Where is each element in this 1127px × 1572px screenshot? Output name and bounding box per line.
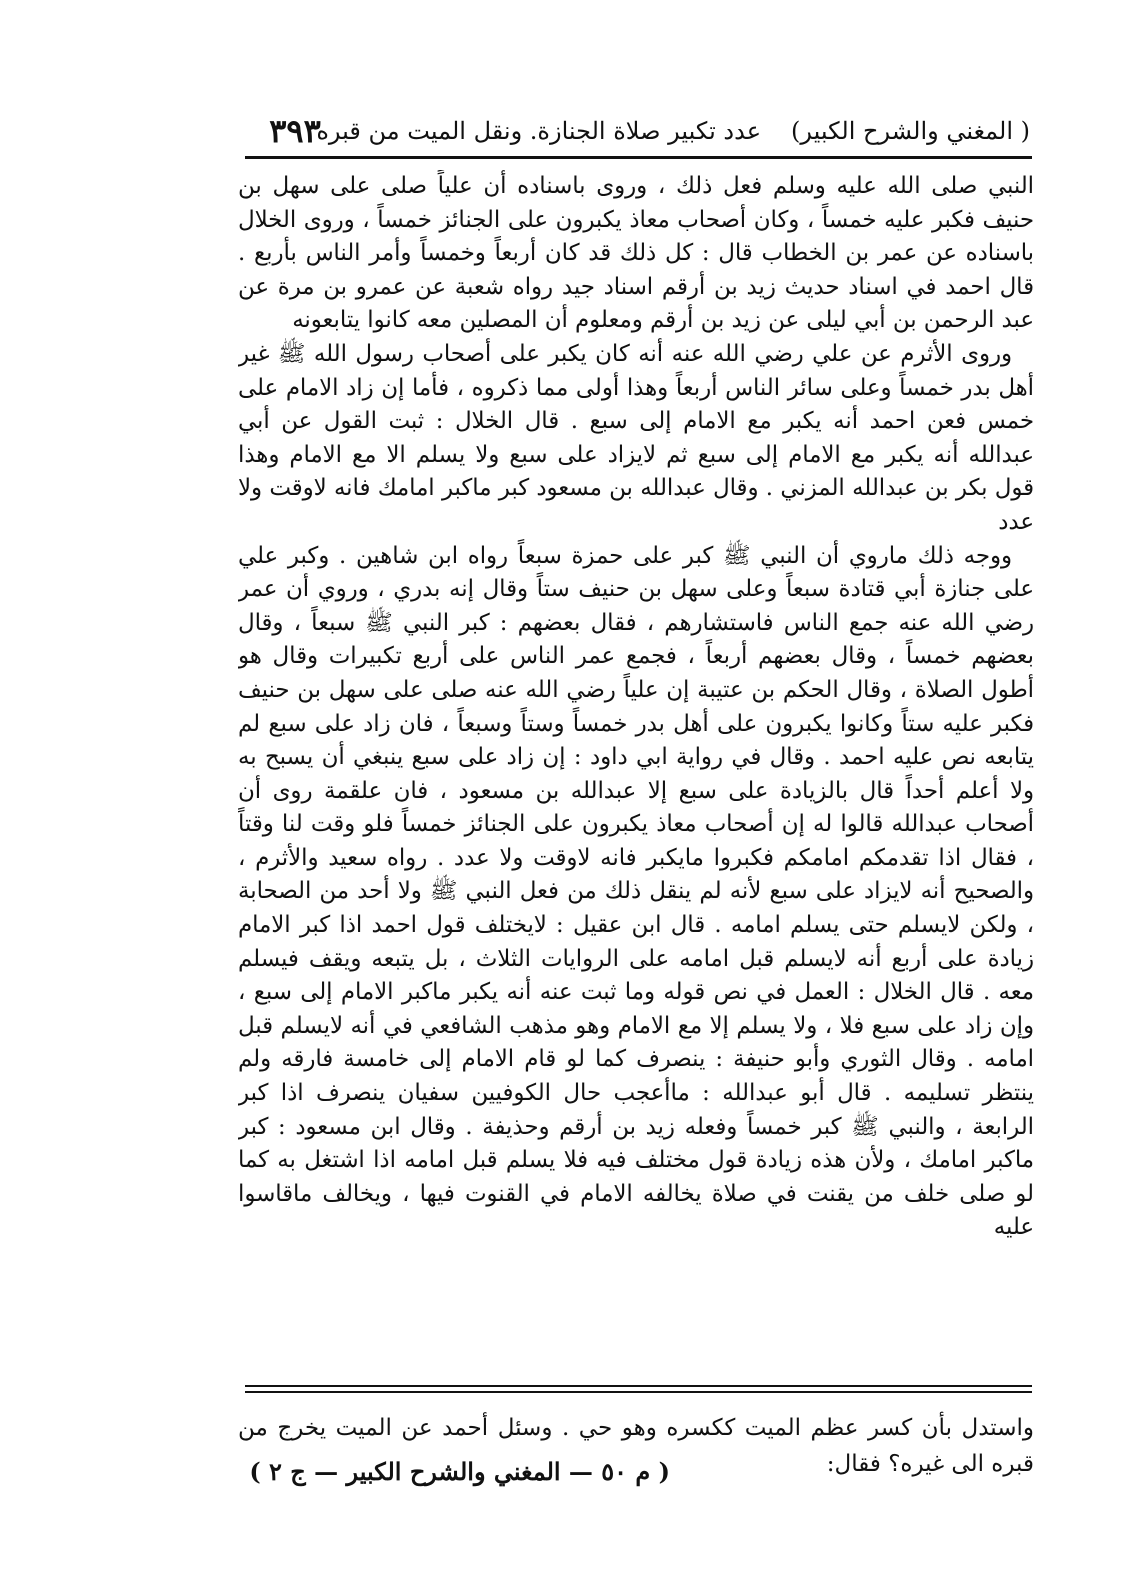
paragraph: ووجه ذلك ماروي أن النبي ﷺ كبر على حمزة سبعاً رواه ابن شاهين . وكبر علي على جنازة أبي قتادة سبعاً وعلى سهل بن حنيف ستاً وقال إنه بدري ، وروي أن عمر رضي الله عنه جمع الناس فاستشارهم ، فقال بعضهم : كبر النبي ﷺ سبعاً ، وقال بعضهم خمساً ، وقال بعضهم أربعاً ، فجمع عمر الناس على أربع تكبيرات وقال هو أطول الصلاة ، وقال الحكم بن عتيبة إن علياً رضي الله عنه صلى على سهل بن حنيف فكبر عليه ستاً وكانوا يكبرون على أهل بدر خمساً وستاً وسبعاً ، فان زاد على سبع لم يتابعه نص عليه احمد . وقال في رواية ابي داود : إن زاد على سبع ينبغي أن يسبح به ولا أعلم أحداً قال بالزيادة على سبع إلا عبدالله بن مسعود ، فان علقمة روى أن أصحاب عبدالله قالوا له إن أصحاب معاذ يكبرون على الجنائز خمساً فلو وقت لنا وقتاً ، فقال اذا تقدمكم امامكم فكبروا مايكبر فانه لاوقت ولا عدد . رواه سعيد والأثرم ، والصحيح أنه لايزاد على سبع لأنه لم ينقل ذلك من فعل النبي ﷺ ولا أحد من الصحابة ، ولكن لايسلم حتى يسلم امامه . قال ابن عقيل : لايختلف قول احمد اذا كبر الامام زيادة على أربع أنه لايسلم قبل امامه على الروايات الثلاث ، بل يتبعه ويقف فيسلم معه . قال الخلال : العمل في نص قوله وما ثبت عنه أنه يكبر ماكبر الامام إلى سبع ، وإن زاد على سبع فلا ، ولا يسلم إلا مع الامام وهو مذهب الشافعي في أنه لايسلم قبل امامه . وقال الثوري وأبو حنيفة : ينصرف كما لو قام الامام إلى خامسة فارقه ولم ينتظر تسليمه . قال أبو عبدالله : ماأعجب حال الكوفيين سفيان ينصرف اذا كبر الرابعة ، والنبي ﷺ كبر خمساً وفعله زيد بن أرقم وحذيفة . وقال ابن مسعود : كبر ماكبر امامك ، ولأن هذه زيادة قول مختلف فيه فلا يسلم قبل امامه اذا اشتغل به كما لو صلى خلف من يقنت في صلاة يخالفه الامام في القنوت فيها ، ويخالف ماقاسوا عليه: [238, 542, 1034, 1241]
footnote: واستدل بأن كسر عظم الميت ككسره وهو حي . وسئل أحمد عن الميت يخرج من قبره الى غيره؟ فقال:: [238, 1415, 1034, 1477]
page-number: ٣٩٣: [269, 112, 321, 150]
page-header: [245, 108, 1030, 154]
header-divider: [245, 156, 1032, 159]
running-title: ( المغني والشرح الكبير): [791, 117, 1030, 145]
paragraph: النبي صلى الله عليه وسلم فعل ذلك ، وروى باسناده أن علياً صلى على سهل بن حنيف فكبر عليه خمساً ، وكان أصحاب معاذ يكبرون على الجنائز خمساً ، وروى الخلال باسناده عن عمر بن الخطاب قال : كل ذلك قد كان أربعاً وخمساً وأمر الناس بأربع . قال احمد في اسناد حديث زيد بن أرقم اسناد جيد رواه شعبة عن عمرو بن مرة عن عبد الرحمن بن أبي ليلى عن زيد بن أرقم ومعلوم أن المصلين معه كانوا يتابعونه: [238, 173, 1034, 334]
section-title: عدد تكبير صلاة الجنازة. ونقل الميت من قبره: [316, 117, 762, 145]
footnote-divider-bottom: [245, 1391, 1032, 1393]
main-text: [238, 170, 1034, 1370]
footnote-divider-top: [245, 1385, 1032, 1387]
printer-signature: ( م ٥٠ — المغني والشرح الكبير — ج ٢ ): [249, 1457, 670, 1486]
paragraph: وروى الأثرم عن علي رضي الله عنه أنه كان يكبر على أصحاب رسول الله ﷺ غير أهل بدر خمساً وعلى سائر الناس أربعاً وهذا أولى مما ذكروه ، فأما إن زاد الامام على خمس فعن احمد أنه يكبر مع الامام إلى سبع . قال الخلال : ثبت القول عن أبي عبدالله أنه يكبر مع الامام إلى سبع ثم لايزاد على سبع ولا يسلم الا مع الامام وهذا قول بكر بن عبدالله المزني . وقال عبدالله بن مسعود كبر ماكبر امامك فانه لاوقت ولا عدد: [238, 340, 1034, 535]
